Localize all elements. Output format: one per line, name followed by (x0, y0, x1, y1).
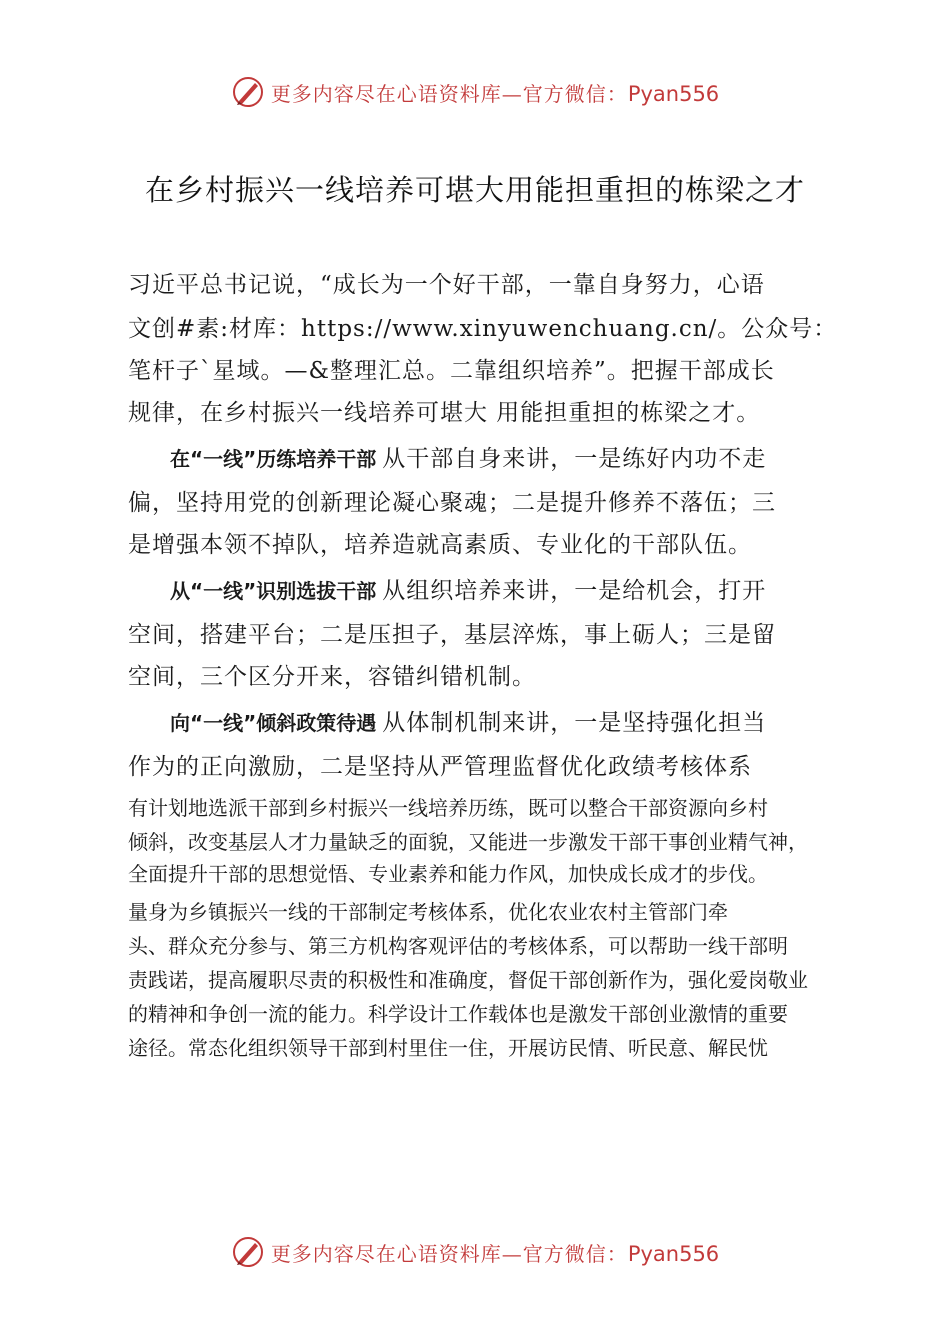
intro-line-4: 规律，在乡村振兴一线培养可堪大 用能担重担的栋梁之才。 (128, 400, 761, 426)
pen-logo-icon (231, 75, 265, 109)
para1-line-1: 有计划地选派干部到乡村振兴一线培养历练，既可以整合干部资源向乡村 (128, 796, 768, 820)
section1-line-3: 是增强本领不掉队，培养造就高素质、专业化的干部队伍。 (128, 532, 752, 558)
section2-line-3: 空间，三个区分开来，容错纠错机制。 (128, 664, 536, 690)
section3-first-line (170, 704, 766, 737)
banner-main-text: 更多内容尽在心语资料库—官方微信： (270, 1241, 628, 1266)
para2-line-1: 量身为乡镇振兴一线的干部制定考核体系，优化农业农村主管部门牵 (128, 900, 728, 924)
banner-main-text: 更多内容尽在心语资料库—官方微信： (270, 81, 628, 106)
para2-line-3: 责践诺，提高履职尽责的积极性和准确度，督促干部创新作为，强化爱岗敬业 (128, 968, 808, 992)
banner-brand: Pyan556 (627, 81, 720, 106)
section2-line-2: 空间，搭建平台；二是压担子，基层淬炼，事上砺人；三是留 (128, 622, 776, 648)
document-title: 在乡村振兴一线培养可堪大用能担重担的栋梁之才 (144, 173, 805, 207)
section2-first-line (170, 572, 766, 605)
section3-heading: 向“一线”倾斜政策待遇 (170, 711, 377, 735)
footer-banner (0, 1232, 950, 1272)
section3-line-2: 作为的正向激励，二是坚持从严管理监督优化政绩考核体系 (128, 754, 752, 780)
section1-heading: 在“一线”历练培养干部 (170, 447, 377, 471)
para1-line-3: 全面提升干部的思想觉悟、专业素养和能力作风，加快成长成才的步伐。 (128, 862, 768, 886)
pen-logo-icon (231, 1235, 265, 1269)
para1-line-2: 倾斜，改变基层人才力量缺乏的面貌，又能进一步激发干部干事创业精气神， (128, 830, 808, 854)
intro-line-2: 文创#素:材库：https://www.xinyuwenchuang.cn/。公众号： (128, 316, 838, 342)
para2-line-2: 头、群众充分参与、第三方机构客观评估的考核体系，可以帮助一线干部明 (128, 934, 788, 958)
section1-first-text: 从干部自身来讲，一是练好内功不走 (382, 446, 767, 472)
header-banner (0, 72, 950, 112)
section3-first-text: 从体制机制来讲，一是坚持强化担当 (382, 710, 767, 736)
section2-heading: 从“一线”识别选拔干部 (170, 579, 377, 603)
banner-text (271, 1238, 719, 1267)
para2-line-5: 途径。常态化组织领导干部到村里住一住，开展访民情、听民意、解民忧 (128, 1036, 768, 1060)
section1-first-line (170, 440, 766, 473)
section1-line-2: 偏，坚持用党的创新理论凝心聚魂；二是提升修养不落伍；三 (128, 490, 776, 516)
intro-line-3: 笔杆子`星域。—&整理汇总。二靠组织培养”。把握干部成长 (128, 358, 775, 384)
banner-text (271, 78, 719, 107)
section2-first-text: 从组织培养来讲，一是给机会，打开 (382, 578, 767, 604)
intro-line-1: 习近平总书记说，“成长为一个好干部，一靠自身努力，心语 (128, 272, 765, 298)
banner-brand: Pyan556 (627, 1241, 720, 1266)
para2-line-4: 的精神和争创一流的能力。科学设计工作载体也是激发干部创业激情的重要 (128, 1002, 788, 1026)
